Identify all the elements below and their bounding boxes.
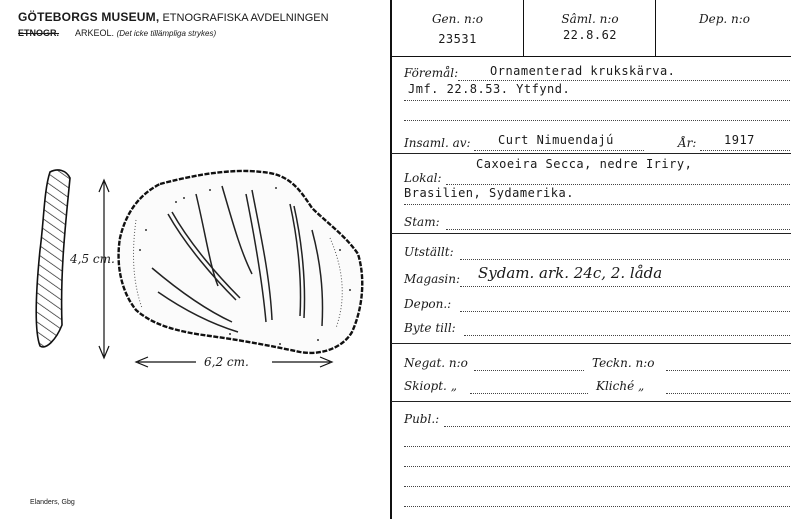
sherd-drawing — [0, 150, 390, 390]
byte-label: Byte till: — [404, 321, 456, 335]
kliche-label: Kliché „ — [596, 379, 645, 393]
col-divider-1 — [523, 0, 524, 56]
gen-label: Gen. n:o — [431, 12, 484, 26]
lokal-line2: Brasilien, Sydamerika. — [404, 186, 574, 200]
foremal-value: Ornamenterad krukskärva. — [490, 64, 676, 78]
stam-label: Stam: — [404, 215, 440, 229]
ar-value: 1917 — [724, 133, 755, 147]
sherd-outline — [119, 171, 363, 353]
foremal-line2: Jmf. 22.8.53. Ytfynd. — [408, 82, 571, 96]
row-rule — [391, 56, 791, 57]
utstallt-label: Utställt: — [404, 245, 454, 259]
height-label: 4,5 cm. — [70, 252, 115, 266]
skiopt-label: Skiopt. „ — [404, 379, 457, 393]
magasin-value: Sydam. ark. 24c, 2. låda — [478, 264, 663, 282]
card-divider — [390, 0, 392, 519]
ar-label: År: — [678, 136, 697, 150]
depon-label: Depon.: — [404, 297, 452, 311]
width-label: 6,2 cm. — [204, 355, 249, 369]
dep-label: Dep. n:o — [698, 12, 751, 26]
saml-value: 22.8.62 — [562, 28, 618, 42]
etnogr-label: ETNOGR. — [18, 28, 60, 38]
category-line — [18, 28, 216, 38]
foremal-label: Föremål: — [404, 66, 459, 80]
publ-label: Publ.: — [404, 412, 440, 426]
gen-value: 23531 — [438, 32, 477, 46]
lokal-label: Lokal: — [404, 171, 442, 185]
arkeol-label: ARKEOL. — [75, 28, 115, 38]
col-divider-2 — [655, 0, 656, 56]
strike-note: (Det icke tillämpliga strykes) — [116, 29, 217, 38]
insaml-value: Curt Nimuendajú — [498, 133, 614, 147]
saml-label: Sâml. n:o — [561, 12, 619, 26]
magasin-label: Magasin: — [404, 272, 461, 286]
profile-section — [36, 170, 70, 347]
printer-credit: Elanders, Gbg — [30, 499, 75, 506]
lokal-value: Caxoeira Secca, nedre Iriry, — [476, 157, 693, 171]
negat-label: Negat. n:o — [404, 356, 468, 370]
museum-name: GÖTEBORGS MUSEUM, — [18, 10, 160, 24]
museum-header — [18, 10, 329, 24]
insaml-label: Insaml. av: — [404, 136, 471, 150]
teckn-label: Teckn. n:o — [592, 356, 655, 370]
department-name: ETNOGRAFISKA AVDELNINGEN — [162, 12, 329, 24]
